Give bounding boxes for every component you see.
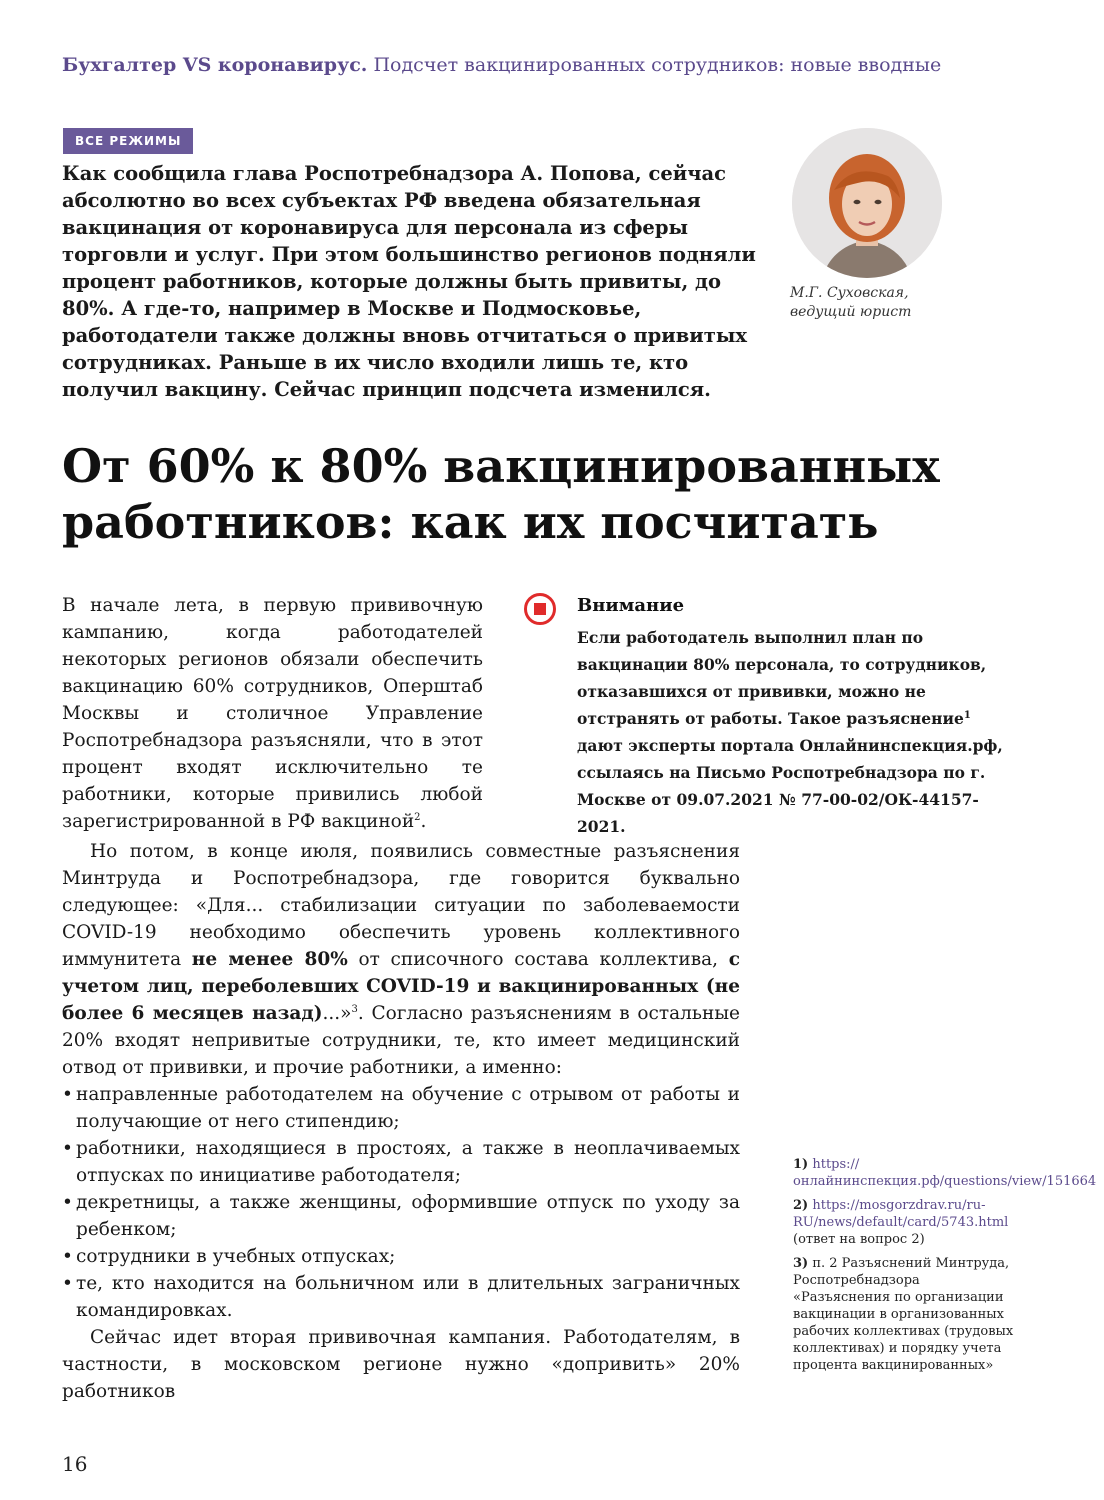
author-portrait-illustration xyxy=(792,128,942,278)
list-item: • декретницы, а также женщины, оформившие отпуск по уходу за ребенком; xyxy=(62,1189,740,1243)
running-header xyxy=(62,54,1062,76)
paragraph-clarifications-a: Но потом, в конце июля, появились совместные разъяснения Минтруда и Роспотребнадзора, где говорится буквально следующее: «Для... стабилизации ситуации по заболеваемости COVID-19 необходимо обеспечить уровень коллективного иммунитета xyxy=(62,841,740,970)
warning-text xyxy=(577,624,1009,840)
footnote-2 xyxy=(793,1197,1018,1248)
list-item: • направленные работодателем на обучение с отрывом от работы и получающие от него стипендию; xyxy=(62,1081,740,1135)
warning-text-part-2: дают эксперты портала Онлайнинспекция.рф, ссылаясь на Письмо Роспотребнадзора по г. Москве от 09.07.2021 № 77-00-02/ОК-44157-2021. xyxy=(577,736,1003,836)
lead-paragraph: Как сообщила глава Роспотребнадзора А. Попова, сейчас абсолютно во всех субъектах РФ введена обязательная вакцинация от коронавируса для персонала из сферы торговли и услуг. При этом большинство регионов подняли процент работников, которые должны быть привиты, до 80%. А где-то, например в Москве и Подмосковье, работодатели также должны вновь отчитаться о привитых сотрудниках. Раньше в их число входили лишь те, кто получил вакцину. Сейчас принцип подсчета изменился. xyxy=(62,162,756,401)
warning-title: Внимание xyxy=(577,595,685,616)
footnote-1 xyxy=(793,1156,1097,1190)
footnote-ref-1: 1 xyxy=(963,709,971,721)
running-header-section: Бухгалтер VS коронавирус. xyxy=(62,54,368,76)
intro-text: В начале лета, в первую прививочную кампанию, когда работодателей некоторых регионов обязали обеспечить вакцинацию 60% сотрудников, Оперштаб Москвы и столичное Управление Роспотребнадзора разъясняли, что в этот процент входят исключительно те работники, которые привились любой зарегистрированной в РФ вакциной xyxy=(62,595,483,832)
paragraph-clarifications-e: . Согласно разъяснениям в остальные 20% входят непривитые сотрудники, те, кто имеет медицинский отвод от прививки, и прочие работники, а именно: xyxy=(62,1003,740,1078)
article-title-line-2: работников: как их посчитать xyxy=(62,495,879,549)
footnote-1-number: 1) xyxy=(793,1157,809,1172)
list-item: • те, кто находится на больничном или в длительных заграничных командировках. xyxy=(62,1270,740,1324)
intro-text-end: . xyxy=(420,811,427,832)
warning-icon xyxy=(523,592,557,626)
footnote-3-number: 3) xyxy=(793,1256,809,1271)
author-name: М.Г. Суховская, xyxy=(790,285,909,301)
intro-paragraph xyxy=(62,592,483,835)
category-badge: ВСЕ РЕЖИМЫ xyxy=(63,128,193,154)
main-body xyxy=(62,838,740,1405)
paragraph-clarifications-d: ...» xyxy=(322,1003,352,1024)
article-title xyxy=(62,438,1062,550)
footnote-3 xyxy=(793,1255,1018,1374)
footnote-3-note: п. 2 Разъяснений Минтруда, Роспотребнадзора «Разъяснения по организации вакцинации в организованных рабочих коллективах (трудовых коллективах) и порядку учета процента вакцинированных» xyxy=(793,1256,1014,1373)
author-photo xyxy=(792,128,942,278)
list-item: • работники, находящиеся в простоях, а также в неоплачиваемых отпусках по инициативе работодателя; xyxy=(62,1135,740,1189)
author-role: ведущий юрист xyxy=(790,304,912,320)
emphasis-80-percent: не менее 80% xyxy=(191,949,348,970)
page-number: 16 xyxy=(62,1452,88,1476)
footnotes xyxy=(793,1156,1097,1381)
paragraph-clarifications xyxy=(62,838,740,1081)
running-header-topic: Подсчет вакцинированных сотрудников: новые вводные xyxy=(373,54,942,76)
footnote-2-note: (ответ на вопрос 2) xyxy=(793,1232,925,1247)
list-item: • сотрудники в учебных отпусках; xyxy=(62,1243,740,1270)
emphasis-recovered-and-vaccinated: с учетом лиц, переболевших COVID-19 и вакцинированных (не более 6 месяцев назад) xyxy=(62,949,740,1024)
footnote-2-link[interactable]: https://mosgorzdrav.ru/ru-RU/news/default/card/5743.html xyxy=(793,1198,1009,1230)
footnote-ref-2: 2 xyxy=(414,811,421,823)
footnote-ref-3: 3 xyxy=(351,1003,358,1015)
footnote-2-number: 2) xyxy=(793,1198,809,1213)
warning-text-part-1: Если работодатель выполнил план по вакцинации 80% персонала, то сотрудников, отказавшихся от прививки, можно не отстранять от работы. Такое разъяснение xyxy=(577,628,987,728)
article-title-line-1: От 60% к 80% вакцинированных xyxy=(62,439,940,493)
paragraph-second-campaign: Сейчас идет вторая прививочная кампания. Работодателям, в частности, в московском регионе нужно «допривить» 20% работников xyxy=(62,1327,740,1402)
paragraph-clarifications-c: от списочного состава коллектива, xyxy=(347,949,729,970)
exempt-workers-list xyxy=(62,1081,740,1324)
footnote-1-link[interactable]: https://онлайнинспекция.рф/questions/view/151664 xyxy=(793,1157,1097,1189)
author-caption xyxy=(790,284,1010,322)
